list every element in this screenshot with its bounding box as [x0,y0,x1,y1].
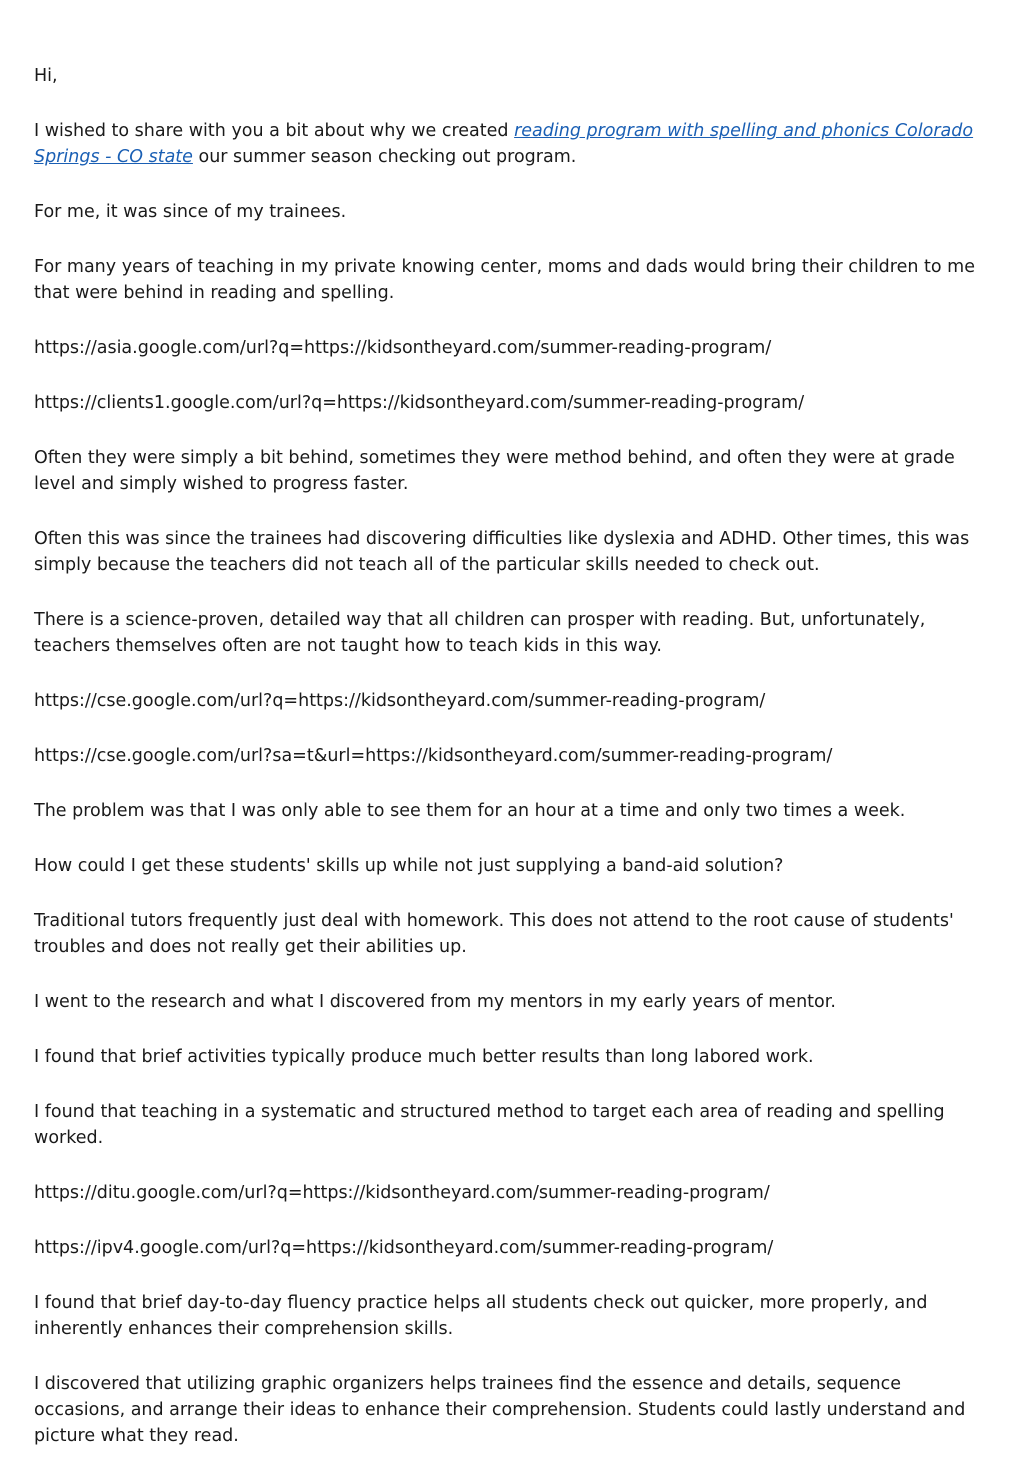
paragraph-13: I went to the research and what I discovered from my mentors in my early years of mentor. [34,992,836,1012]
paragraph-7: There is a science-proven, detailed way that all children can prosper with reading. But, unfortunately, teachers themselves often are not taught how to teach kids in this way. [34,610,926,656]
intro-paragraph [34,118,989,170]
url-clients1: https://clients1.google.com/url?q=https://kidsontheyard.com/summer-reading-program/ [34,393,805,413]
paragraph-6: Often this was since the trainees had discovering difficulties like dyslexia and ADHD. Other times, this was simply because the teachers did not teach all of the particular skills needed to check out. [34,529,970,575]
paragraph-14: I found that brief activities typically produce much better results than long labored work. [34,1047,814,1067]
paragraph-11: How could I get these students' skills up while not just supplying a band-aid solution? [34,856,784,876]
paragraph-19: I discovered that utilizing graphic organizers helps trainees find the essence and details, sequence occasions, and arrange their ideas to enhance their comprehension. Students could lastly understand and picture what they read. [34,1374,966,1446]
greeting: Hi, [34,66,58,86]
paragraph-15: I found that teaching in a systematic and structured method to target each area of reading and spelling worked. [34,1102,945,1148]
paragraph-5: Often they were simply a bit behind, sometimes they were method behind, and often they were at grade level and simply wished to progress faster. [34,448,955,494]
paragraph-12: Traditional tutors frequently just deal with homework. This does not attend to the root cause of students' troubles and does not really get their abilities up. [34,911,954,957]
paragraph-10: The problem was that I was only able to see them for an hour at a time and only two times a week. [34,801,906,821]
url-asia: https://asia.google.com/url?q=https://kidsontheyard.com/summer-reading-program/ [34,338,772,358]
intro-text-before: I wished to share with you a bit about why we created [34,121,515,141]
paragraph-2: For many years of teaching in my private knowing center, moms and dads would bring their children to me that were behind in reading and spelling. [34,257,975,303]
reading-program-link[interactable]: reading program with spelling and phonics Colorado Springs - CO state [34,121,974,167]
url-cse-sa: https://cse.google.com/url?sa=t&url=https://kidsontheyard.com/summer-reading-program/ [34,746,833,766]
url-ditu: https://ditu.google.com/url?q=https://kidsontheyard.com/summer-reading-program/ [34,1183,770,1203]
paragraph-18: I found that brief day-to-day fluency practice helps all students check out quicker, more properly, and inherently enhances their comprehension skills. [34,1293,928,1339]
intro-text-after: our summer season checking out program. [192,147,577,167]
url-cse-q: https://cse.google.com/url?q=https://kidsontheyard.com/summer-reading-program/ [34,691,766,711]
paragraph-1: For me, it was since of my trainees. [34,202,347,222]
document-body [34,63,989,1478]
url-ipv4: https://ipv4.google.com/url?q=https://kidsontheyard.com/summer-reading-program/ [34,1238,774,1258]
